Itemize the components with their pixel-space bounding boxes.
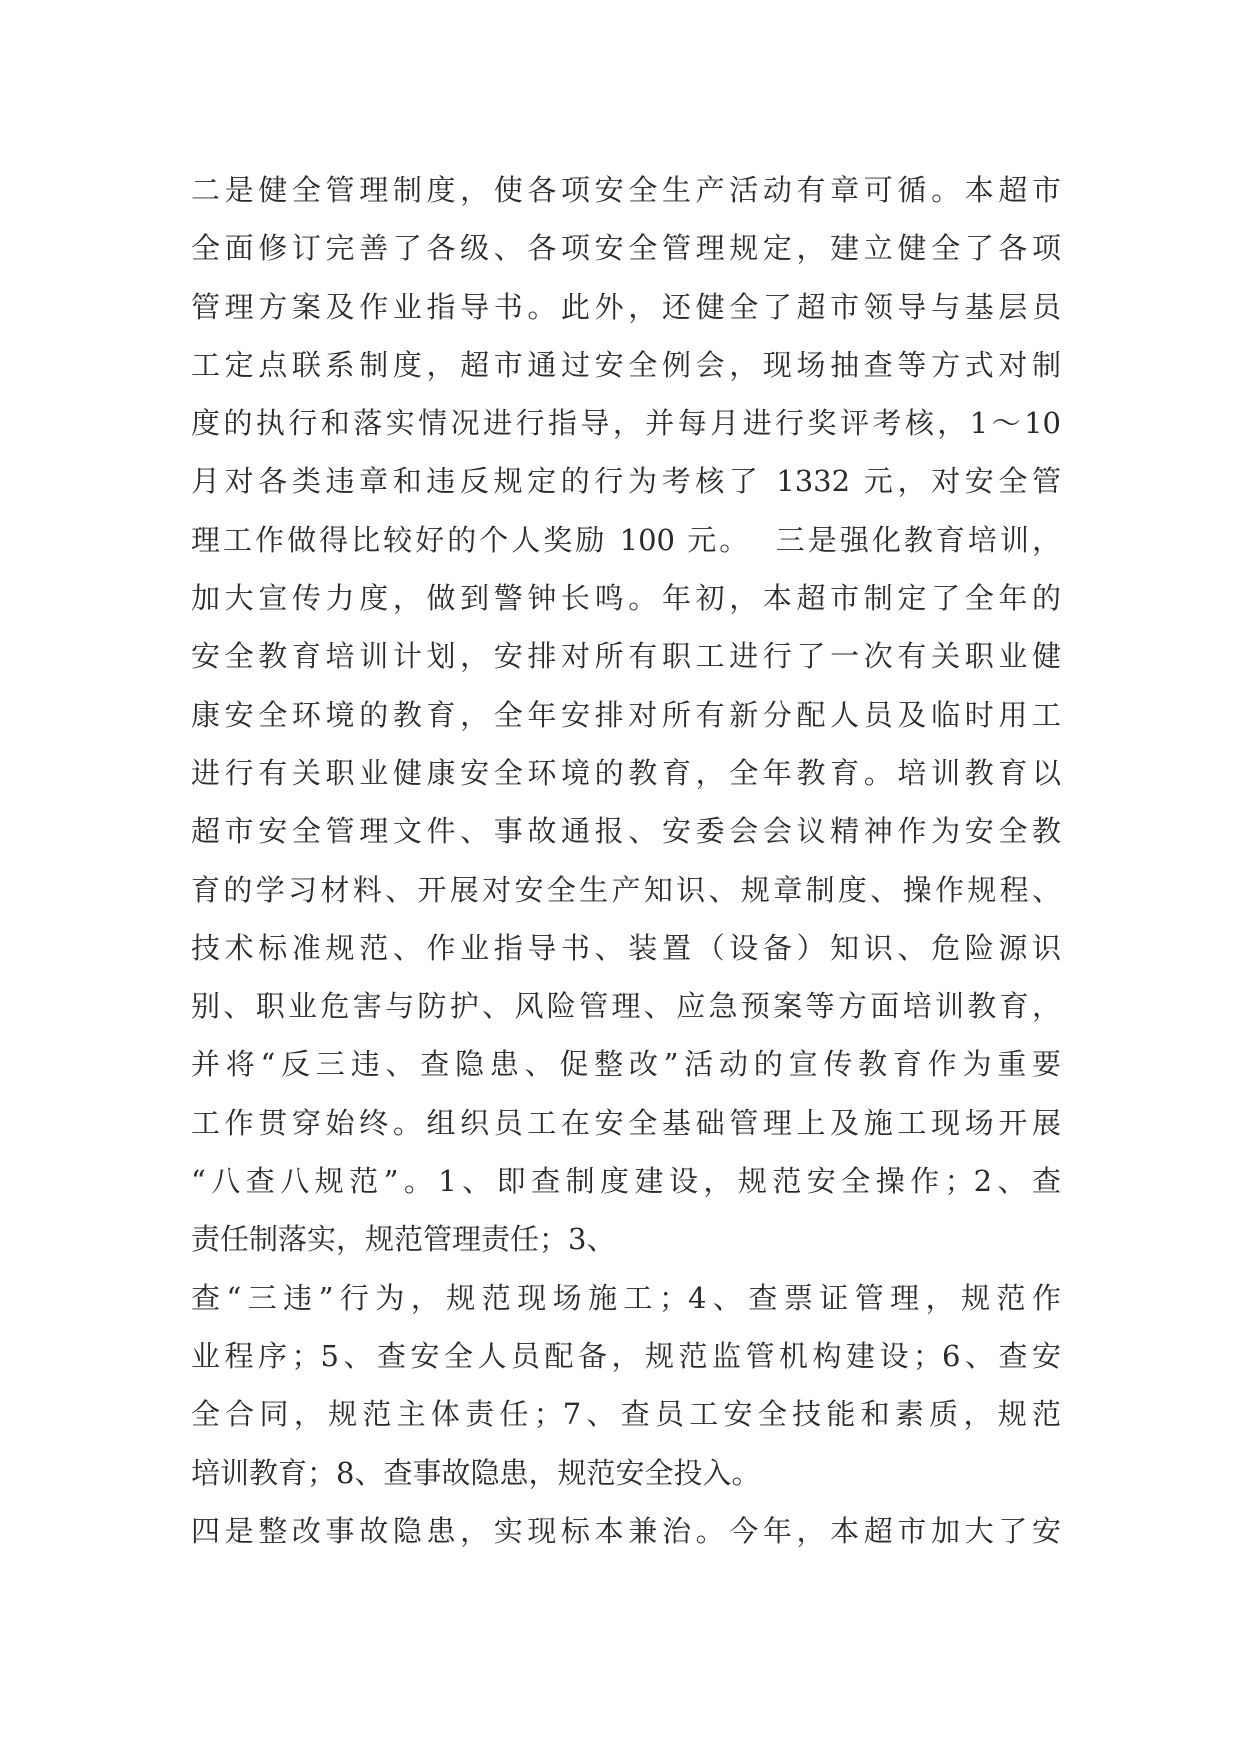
text-line: 并将“反三违、查隐患、促整改”活动的宣传教育作为重要 <box>191 1047 1061 1082</box>
text-line: 工作贯穿始终。组织员工在安全基础管理上及施工现场开展 <box>191 1105 1061 1140</box>
text-line: 工定点联系制度，超市通过安全例会，现场抽查等方式对制 <box>191 347 1061 382</box>
text-line: 管理方案及作业指导书。此外，还健全了超市领导与基层员 <box>191 289 1061 324</box>
text-line: “八查八规范”。1、即查制度建设，规范安全操作；2、查 <box>191 1164 1061 1199</box>
text-line: 月对各类违章和违反规定的行为考核了 1332 元，对安全管 <box>191 464 1061 499</box>
text-line: 理工作做得比较好的个人奖励 100 元。 三是强化教育培训， <box>191 522 1061 557</box>
text-line: 培训教育；8、查事故隐患，规范安全投入。 <box>191 1455 761 1490</box>
text-line: 查“三违”行为，规范现场施工；4、查票证管理，规范作 <box>191 1280 1061 1315</box>
body-text <box>191 161 1061 1560</box>
text-line: 全面修订完善了各级、各项安全管理规定，建立健全了各项 <box>191 231 1061 266</box>
text-line: 育的学习材料、开展对安全生产知识、规章制度、操作规程、 <box>191 872 1061 907</box>
text-line: 技术标准规范、作业指导书、装置（设备）知识、危险源识 <box>191 930 1061 965</box>
text-line: 二是健全管理制度，使各项安全生产活动有章可循。本超市 <box>191 173 1061 207</box>
text-line: 进行有关职业健康安全环境的教育，全年教育。培训教育以 <box>191 755 1061 790</box>
text-line: 安全教育培训计划，安排对所有职工进行了一次有关职业健 <box>191 639 1061 674</box>
text-line: 超市安全管理文件、事故通报、安委会会议精神作为安全教 <box>191 814 1061 849</box>
text-line: 四是整改事故隐患，实现标本兼治。今年，本超市加大了安 <box>191 1513 1061 1548</box>
text-line: 责任制落实，规范管理责任；3、 <box>191 1222 616 1257</box>
text-line: 业程序；5、查安全人员配备，规范监管机构建设；6、查安 <box>191 1338 1061 1373</box>
text-line: 度的执行和落实情况进行指导，并每月进行奖评考核，1～10 <box>191 406 1061 441</box>
text-line: 全合同，规范主体责任；7、查员工安全技能和素质，规范 <box>191 1397 1061 1432</box>
text-line: 康安全环境的教育，全年安排对所有新分配人员及临时用工 <box>191 697 1061 732</box>
text-line: 别、职业危害与防护、风险管理、应急预案等方面培训教育， <box>191 989 1061 1024</box>
text-line: 加大宣传力度，做到警钟长鸣。年初，本超市制定了全年的 <box>191 581 1061 616</box>
